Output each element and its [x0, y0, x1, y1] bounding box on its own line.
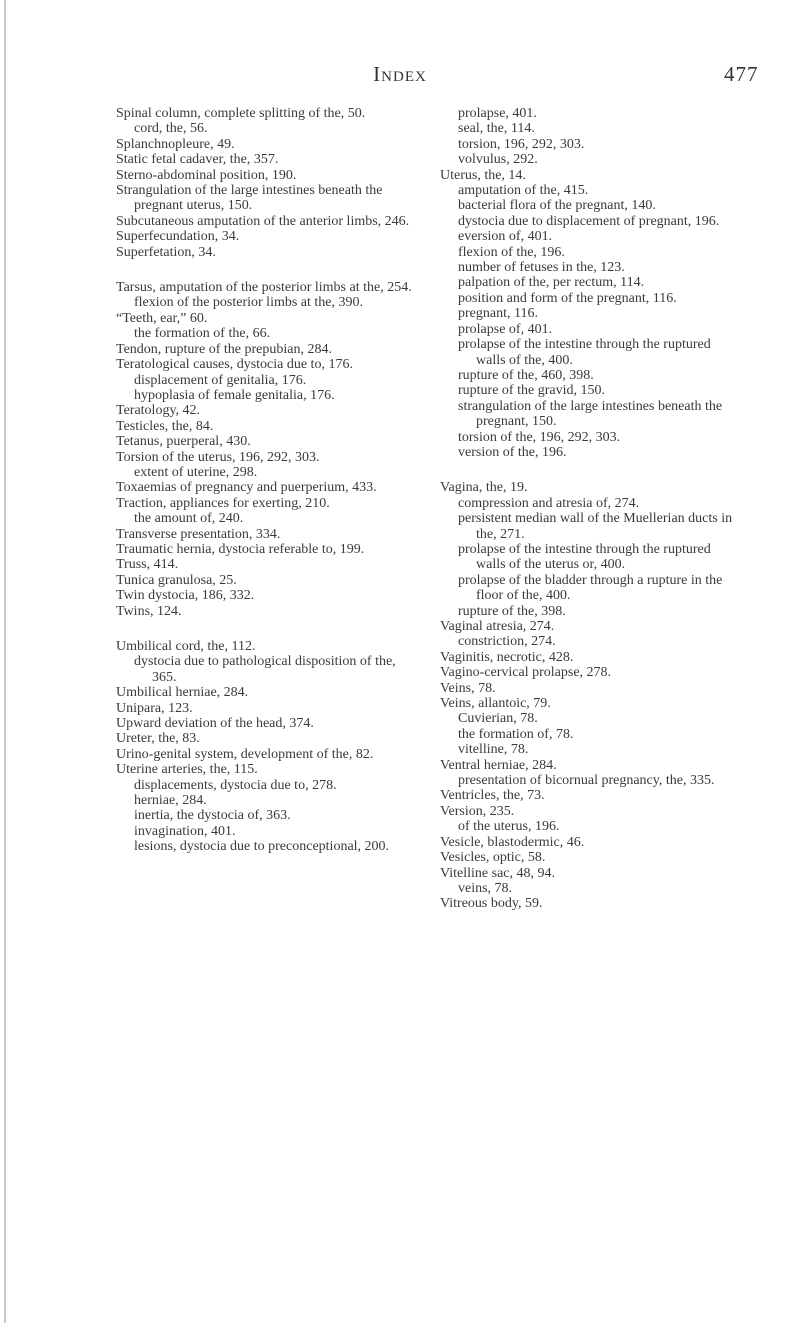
- index-entry: Twins, 124.: [116, 603, 182, 619]
- index-entry: Tarsus, amputation of the posterior limbs at the, 254.: [116, 280, 412, 296]
- index-entry: Tendon, rupture of the prepubian, 284.: [116, 341, 332, 357]
- index-column-left: [116, 106, 412, 875]
- index-entry: “Teeth, ear,” 60.: [116, 310, 208, 326]
- index-entry: Toxaemias of pregnancy and puerperium, 433.: [116, 480, 377, 496]
- page-header: [0, 62, 800, 92]
- index-subentry: displacements, dystocia due to, 278.: [134, 777, 337, 793]
- index-subentry: version of the, 196.: [458, 444, 567, 460]
- index-subentry: amputation of the, 415.: [458, 183, 589, 199]
- index-entry: Subcutaneous amputation of the anterior limbs, 246.: [116, 213, 410, 229]
- index-subentry: prolapse, 401.: [458, 106, 537, 121]
- index-entry: Vaginitis, necrotic, 428.: [440, 649, 574, 665]
- index-entry: Torsion of the uterus, 196, 292, 303.: [116, 449, 320, 465]
- index-entry: Version, 235.: [440, 803, 515, 819]
- index-entry: Uterus, the, 14.: [440, 167, 526, 183]
- index-subentry: lesions, dystocia due to preconceptional, 200.: [134, 839, 390, 855]
- index-entry: Spinal column, complete splitting of the, 50.: [116, 106, 366, 121]
- index-entry: Truss, 414.: [116, 557, 179, 573]
- index-subentry: seal, the, 114.: [458, 121, 535, 137]
- index-subentry: vitelline, 78.: [458, 742, 529, 758]
- running-title: Index: [373, 62, 427, 86]
- index-subentry: torsion, 196, 292, 303.: [458, 136, 585, 152]
- index-subentry: prolapse of the intestine through the ruptured walls of the, 400.: [458, 337, 711, 368]
- index-entry: Urino-genital system, development of the, 82.: [116, 746, 374, 762]
- index-entry: Traction, appliances for exerting, 210.: [116, 495, 330, 511]
- index-subentry: eversion of, 401.: [458, 229, 553, 245]
- index-subentry: number of fetuses in the, 123.: [458, 260, 625, 276]
- index-subentry: constriction, 274.: [458, 634, 556, 650]
- index-subentry: persistent median wall of the Muellerian ducts in the, 271.: [458, 511, 733, 542]
- index-entry: Ventral herniae, 284.: [440, 757, 557, 773]
- index-entry: Superfecundation, 34.: [116, 229, 240, 245]
- index-subentry: strangulation of the large intestines beneath the pregnant, 150.: [458, 398, 723, 430]
- index-subentry: extent of uterine, 298.: [134, 464, 258, 480]
- index-entry: Veins, allantoic, 79.: [440, 696, 551, 712]
- index-subentry: veins, 78.: [458, 880, 513, 896]
- index-subentry: dystocia due to displacement of pregnant, 196.: [458, 213, 720, 229]
- index-entry: Unipara, 123.: [116, 700, 193, 716]
- index-subentry: prolapse of the bladder through a rupture in the floor of the, 400.: [458, 572, 723, 604]
- index-entry: Static fetal cadaver, the, 357.: [116, 152, 279, 168]
- index-entry: Vaginal atresia, 274.: [440, 619, 555, 634]
- index-subentry: dystocia due to pathological disposition of the, 365.: [134, 654, 396, 685]
- index-subentry: the amount of, 240.: [134, 511, 244, 527]
- index-subentry: position and form of the pregnant, 116.: [458, 290, 677, 306]
- index-entry: Veins, 78.: [440, 680, 496, 696]
- index-entry: Testicles, the, 84.: [116, 418, 214, 434]
- index-subentry: of the uterus, 196.: [458, 819, 560, 835]
- index-entry: Umbilical herniae, 284.: [116, 685, 249, 701]
- index-subentry: flexion of the, 196.: [458, 244, 565, 260]
- index-subentry: herniae, 284.: [134, 793, 207, 809]
- index-subentry: cord, the, 56.: [134, 121, 208, 137]
- index-subentry: rupture of the, 460, 398.: [458, 367, 594, 383]
- index-entry: Tunica granulosa, 25.: [116, 572, 237, 588]
- index-entry: Sterno-abdominal position, 190.: [116, 167, 297, 183]
- index-entry: Strangulation of the large intestines beneath the pregnant uterus, 150.: [116, 183, 383, 214]
- index-entry: Vesicles, optic, 58.: [440, 850, 546, 866]
- index-entry: Vesicle, blastodermic, 46.: [440, 834, 585, 850]
- index-entry: Vitelline sac, 48, 94.: [440, 865, 556, 881]
- index-letter-group: [116, 106, 412, 260]
- index-entry: Teratology, 42.: [116, 403, 201, 419]
- index-entry: Ventricles, the, 73.: [440, 788, 545, 804]
- index-entry: Upward deviation of the head, 374.: [116, 716, 314, 732]
- index-subentry: the formation of, 78.: [458, 726, 574, 742]
- index-subentry: displacement of genitalia, 176.: [134, 372, 307, 388]
- index-entry: Splanchnopleure, 49.: [116, 136, 235, 152]
- index-letter-group: [440, 480, 742, 911]
- index-letter-group: [116, 280, 412, 619]
- index-entry: Superfetation, 34.: [116, 244, 216, 260]
- index-entry: Transverse presentation, 334.: [116, 526, 281, 542]
- index-entry: Vagino-cervical prolapse, 278.: [440, 665, 612, 681]
- index-letter-group: [440, 106, 742, 460]
- index-entry: Uterine arteries, the, 115.: [116, 762, 258, 778]
- index-entry: Traumatic hernia, dystocia referable to, 199.: [116, 541, 365, 557]
- index-subentry: the formation of the, 66.: [134, 326, 271, 342]
- index-subentry: flexion of the posterior limbs at the, 390.: [134, 295, 364, 311]
- index-subentry: torsion of the, 196, 292, 303.: [458, 429, 621, 445]
- index-subentry: palpation of the, per rectum, 114.: [458, 275, 645, 291]
- index-subentry: bacterial flora of the pregnant, 140.: [458, 198, 656, 214]
- index-subentry: Cuvierian, 78.: [458, 711, 538, 727]
- index-subentry: prolapse of the intestine through the ruptured walls of the uterus or, 400.: [458, 541, 711, 573]
- index-subentry: volvulus, 292.: [458, 152, 538, 168]
- index-subentry: prolapse of, 401.: [458, 321, 553, 337]
- index-subentry: hypoplasia of female genitalia, 176.: [134, 387, 335, 403]
- index-subentry: compression and atresia of, 274.: [458, 495, 640, 511]
- page-number: 477: [724, 62, 759, 86]
- index-entry: Vitreous body, 59.: [440, 896, 543, 912]
- index-letter-group: [116, 639, 412, 855]
- index-subentry: inertia, the dystocia of, 363.: [134, 808, 291, 824]
- index-entry: Umbilical cord, the, 112.: [116, 639, 256, 654]
- index-subentry: invagination, 401.: [134, 823, 236, 839]
- index-subentry: presentation of bicornual pregnancy, the, 335.: [458, 773, 715, 789]
- index-subentry: rupture of the gravid, 150.: [458, 383, 605, 399]
- index-entry: Ureter, the, 83.: [116, 731, 200, 747]
- index-column-right: [440, 106, 742, 932]
- binding-edge-line: [4, 0, 6, 1323]
- index-entry: Twin dystocia, 186, 332.: [116, 588, 255, 604]
- index-entry: Tetanus, puerperal, 430.: [116, 434, 251, 450]
- index-entry: Vagina, the, 19.: [440, 480, 528, 496]
- index-subentry: pregnant, 116.: [458, 306, 538, 322]
- index-entry: Teratological causes, dystocia due to, 176.: [116, 357, 353, 373]
- index-subentry: rupture of the, 398.: [458, 603, 566, 619]
